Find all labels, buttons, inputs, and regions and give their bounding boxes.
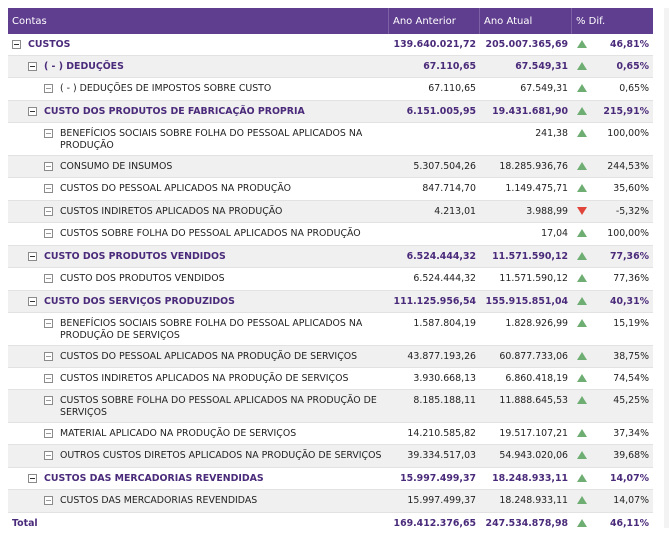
previous-year-value: 6.524.444,32: [413, 273, 476, 284]
group-row[interactable]: [8, 246, 653, 268]
pct-diff-value: 45,25%: [613, 395, 649, 406]
leaf-node-icon: [44, 451, 53, 460]
account-label: CUSTOS SOBRE FOLHA DO PESSOAL APLICADOS NA PRODUÇÃO: [60, 228, 361, 239]
previous-year-value: 6.524.444,32: [406, 251, 476, 262]
previous-year-value: 1.587.804,19: [413, 318, 476, 329]
collapse-toggle-icon[interactable]: [28, 62, 37, 71]
total-label: Total: [12, 518, 38, 529]
account-cell: [8, 156, 389, 177]
current-year-value: 11.571.590,12: [499, 273, 568, 284]
collapse-toggle-icon[interactable]: [28, 297, 37, 306]
account-label: CUSTOS DAS MERCADORIAS REVENDIDAS: [44, 473, 264, 484]
total-current-year: 247.534.878,98: [485, 518, 568, 529]
account-cell: [8, 368, 389, 389]
leaf-node-icon: [44, 184, 53, 193]
pct-diff-value: 0,65%: [616, 61, 649, 72]
leaf-node-icon: [44, 229, 53, 238]
pct-diff-value: 35,60%: [613, 183, 649, 194]
current-year-value: 155.915.851,04: [485, 296, 568, 307]
account-label: CUSTO DOS PRODUTOS VENDIDOS: [44, 251, 226, 262]
account-cell: [8, 34, 389, 55]
pct-diff-value: 74,54%: [613, 373, 649, 384]
current-year-value: 205.007.365,69: [485, 39, 568, 50]
table-row[interactable]: [8, 201, 653, 223]
collapse-toggle-icon[interactable]: [28, 107, 37, 116]
account-cell: [8, 268, 389, 290]
account-label: CONSUMO DE INSUMOS: [60, 161, 173, 172]
group-row[interactable]: [8, 468, 653, 490]
account-cell: [8, 445, 389, 467]
trend-up-icon: [572, 390, 592, 422]
vertical-scrollbar[interactable]: [664, 8, 669, 528]
account-cell: [8, 346, 389, 367]
current-year-value: 6.860.418,19: [505, 373, 568, 384]
leaf-node-icon: [44, 207, 53, 216]
account-label: CUSTOS DO PESSOAL APLICADOS NA PRODUÇÃO: [60, 183, 292, 194]
previous-year-value: 67.110,65: [423, 61, 476, 72]
pct-diff-value: 100,00%: [607, 228, 649, 239]
previous-year-value: 6.151.005,95: [406, 106, 476, 117]
previous-year-value: 3.930.668,13: [413, 373, 476, 384]
current-year-value: 17,04: [541, 228, 568, 239]
trend-up-icon: [572, 178, 592, 200]
trend-up-icon: [572, 368, 592, 389]
table-row[interactable]: [8, 390, 653, 423]
collapse-toggle-icon[interactable]: [12, 40, 21, 49]
account-cell: [8, 201, 389, 222]
previous-year-value: 43.877.193,26: [407, 351, 476, 362]
previous-year-value: 15.997.499,37: [400, 473, 476, 484]
account-label: CUSTOS: [28, 39, 71, 50]
account-label: MATERIAL APLICADO NA PRODUÇÃO DE SERVIÇOS: [60, 428, 297, 439]
previous-year-value: 39.334.517,03: [407, 450, 476, 461]
leaf-node-icon: [44, 274, 53, 283]
pct-diff-value: 77,36%: [609, 251, 649, 262]
previous-year-value: 8.185.188,11: [413, 395, 476, 406]
trend-up-icon: [572, 313, 592, 345]
current-year-value: 19.431.681,90: [492, 106, 568, 117]
cost-comparison-grid: [8, 8, 653, 533]
previous-year-value: [389, 123, 480, 155]
current-year-value: 1.149.475,71: [505, 183, 568, 194]
leaf-node-icon: [44, 374, 53, 383]
account-cell: [8, 313, 389, 345]
pct-diff-value: 15,19%: [613, 318, 649, 329]
previous-year-value: 111.125.956,54: [393, 296, 476, 307]
grid-body: [8, 34, 653, 513]
current-year-value: 18.285.936,76: [499, 161, 568, 172]
table-row[interactable]: [8, 223, 653, 246]
pct-diff-value: 100,00%: [607, 128, 649, 139]
account-label: ( - ) DEDUÇÕES: [44, 61, 124, 72]
current-year-value: 1.828.926,99: [505, 318, 568, 329]
leaf-node-icon: [44, 396, 53, 405]
trend-up-icon: [572, 268, 592, 290]
leaf-node-icon: [44, 129, 53, 138]
account-cell: [8, 468, 389, 489]
trend-up-icon: [572, 123, 592, 155]
col-header-previous-year[interactable]: Ano Anterior: [389, 8, 480, 34]
leaf-node-icon: [44, 352, 53, 361]
current-year-value: 3.988,99: [526, 206, 568, 217]
table-row[interactable]: [8, 123, 653, 156]
pct-diff-value: 244,53%: [607, 161, 649, 172]
account-cell: [8, 423, 389, 444]
current-year-value: 60.877.733,06: [499, 351, 568, 362]
trend-up-icon: [572, 34, 592, 55]
previous-year-value: 14.210.585,82: [407, 428, 476, 439]
pct-diff-value: 14,07%: [609, 473, 649, 484]
pct-diff-value: 46,81%: [609, 39, 649, 50]
pct-diff-value: 14,07%: [613, 495, 649, 506]
leaf-node-icon: [44, 162, 53, 171]
account-cell: [8, 291, 389, 312]
table-row[interactable]: [8, 156, 653, 178]
previous-year-value: 15.997.499,37: [407, 495, 476, 506]
collapse-toggle-icon[interactable]: [28, 474, 37, 483]
account-label: OUTROS CUSTOS DIRETOS APLICADOS NA PRODUÇÃO DE SERVIÇOS: [60, 450, 382, 461]
account-label: CUSTOS DO PESSOAL APLICADOS NA PRODUÇÃO DE SERVIÇOS: [60, 351, 358, 362]
trend-up-icon: [572, 291, 592, 312]
pct-diff-value: -5,32%: [615, 206, 649, 217]
table-row[interactable]: [8, 178, 653, 201]
previous-year-value: 847.714,70: [422, 183, 476, 194]
pct-diff-value: 38,75%: [613, 351, 649, 362]
col-header-pct-diff[interactable]: % Dif.: [576, 15, 606, 27]
account-cell: [8, 101, 389, 122]
account-cell: [8, 223, 389, 245]
collapse-toggle-icon[interactable]: [28, 252, 37, 261]
account-cell: [8, 490, 389, 512]
account-cell: [8, 246, 389, 267]
account-cell: [8, 390, 389, 422]
total-trend-up-icon: [572, 513, 592, 533]
account-label: CUSTOS INDIRETOS APLICADOS NA PRODUÇÃO: [60, 206, 283, 217]
previous-year-value: [389, 223, 480, 245]
account-label: CUSTO DOS PRODUTOS DE FABRICAÇÃO PROPRIA: [44, 106, 305, 117]
previous-year-value: 67.110,65: [428, 83, 476, 94]
current-year-value: 11.571.590,12: [492, 251, 568, 262]
account-label: CUSTOS DAS MERCADORIAS REVENDIDAS: [60, 495, 258, 506]
total-previous-year: 169.412.376,65: [393, 518, 476, 529]
trend-up-icon: [572, 490, 592, 512]
trend-up-icon: [572, 101, 592, 122]
current-year-value: 18.248.933,11: [492, 473, 568, 484]
pct-diff-value: 215,91%: [603, 106, 649, 117]
trend-up-icon: [572, 223, 592, 245]
table-row[interactable]: [8, 78, 653, 101]
table-row[interactable]: [8, 346, 653, 368]
col-header-accounts[interactable]: Contas: [8, 8, 389, 34]
table-row[interactable]: [8, 423, 653, 445]
leaf-node-icon: [44, 319, 53, 328]
current-year-value: 11.888.645,53: [499, 395, 568, 406]
group-row[interactable]: [8, 291, 653, 313]
account-cell: [8, 178, 389, 200]
table-row[interactable]: [8, 445, 653, 468]
account-label: ( - ) DEDUÇÕES DE IMPOSTOS SOBRE CUSTO: [60, 83, 272, 94]
leaf-node-icon: [44, 84, 53, 93]
group-row[interactable]: [8, 56, 653, 78]
col-header-current-year[interactable]: Ano Atual: [480, 8, 572, 34]
pct-diff-value: 0,65%: [619, 83, 649, 94]
account-label: CUSTO DOS PRODUTOS VENDIDOS: [60, 273, 225, 284]
previous-year-value: 4.213,01: [434, 206, 476, 217]
total-row: [8, 513, 653, 533]
trend-up-icon: [572, 445, 592, 467]
pct-diff-value: 40,31%: [609, 296, 649, 307]
account-cell: [8, 78, 389, 100]
account-label: CUSTOS SOBRE FOLHA DO PESSOAL APLICADOS NA PRODUÇÃO DE SERVIÇOS: [60, 395, 377, 418]
account-label: BENEFÍCIOS SOCIAIS SOBRE FOLHA DO PESSOAL APLICADOS NA PRODUÇÃO: [60, 128, 363, 151]
account-label: CUSTO DOS SERVIÇOS PRODUZIDOS: [44, 296, 235, 307]
current-year-value: 67.549,31: [515, 61, 568, 72]
table-row[interactable]: [8, 313, 653, 346]
leaf-node-icon: [44, 429, 53, 438]
table-row[interactable]: [8, 490, 653, 513]
trend-up-icon: [572, 246, 592, 267]
account-label: BENEFÍCIOS SOCIAIS SOBRE FOLHA DO PESSOAL APLICADOS NA PRODUÇÃO DE SERVIÇOS: [60, 318, 363, 341]
table-row[interactable]: [8, 368, 653, 390]
pct-diff-value: 39,68%: [613, 450, 649, 461]
group-row[interactable]: [8, 34, 653, 56]
account-cell: [8, 56, 389, 77]
grid-header: [8, 8, 653, 34]
previous-year-value: 5.307.504,26: [413, 161, 476, 172]
trend-up-icon: [572, 423, 592, 444]
trend-up-icon: [572, 156, 592, 177]
pct-diff-value: 77,36%: [613, 273, 649, 284]
table-row[interactable]: [8, 268, 653, 291]
trend-up-icon: [572, 56, 592, 77]
leaf-node-icon: [44, 496, 53, 505]
current-year-value: 241,38: [535, 128, 568, 139]
trend-up-icon: [572, 78, 592, 100]
current-year-value: 54.943.020,06: [499, 450, 568, 461]
trend-up-icon: [572, 468, 592, 489]
account-cell: [8, 123, 389, 155]
current-year-value: 18.248.933,11: [499, 495, 568, 506]
current-year-value: 19.517.107,21: [499, 428, 568, 439]
trend-down-icon: [572, 201, 592, 222]
pct-diff-value: 37,34%: [613, 428, 649, 439]
total-pct-diff: 46,11%: [609, 518, 649, 529]
trend-up-icon: [572, 346, 592, 367]
current-year-value: 67.549,31: [520, 83, 568, 94]
account-label: CUSTOS INDIRETOS APLICADOS NA PRODUÇÃO DE SERVIÇOS: [60, 373, 349, 384]
previous-year-value: 139.640.021,72: [393, 39, 476, 50]
group-row[interactable]: [8, 101, 653, 123]
